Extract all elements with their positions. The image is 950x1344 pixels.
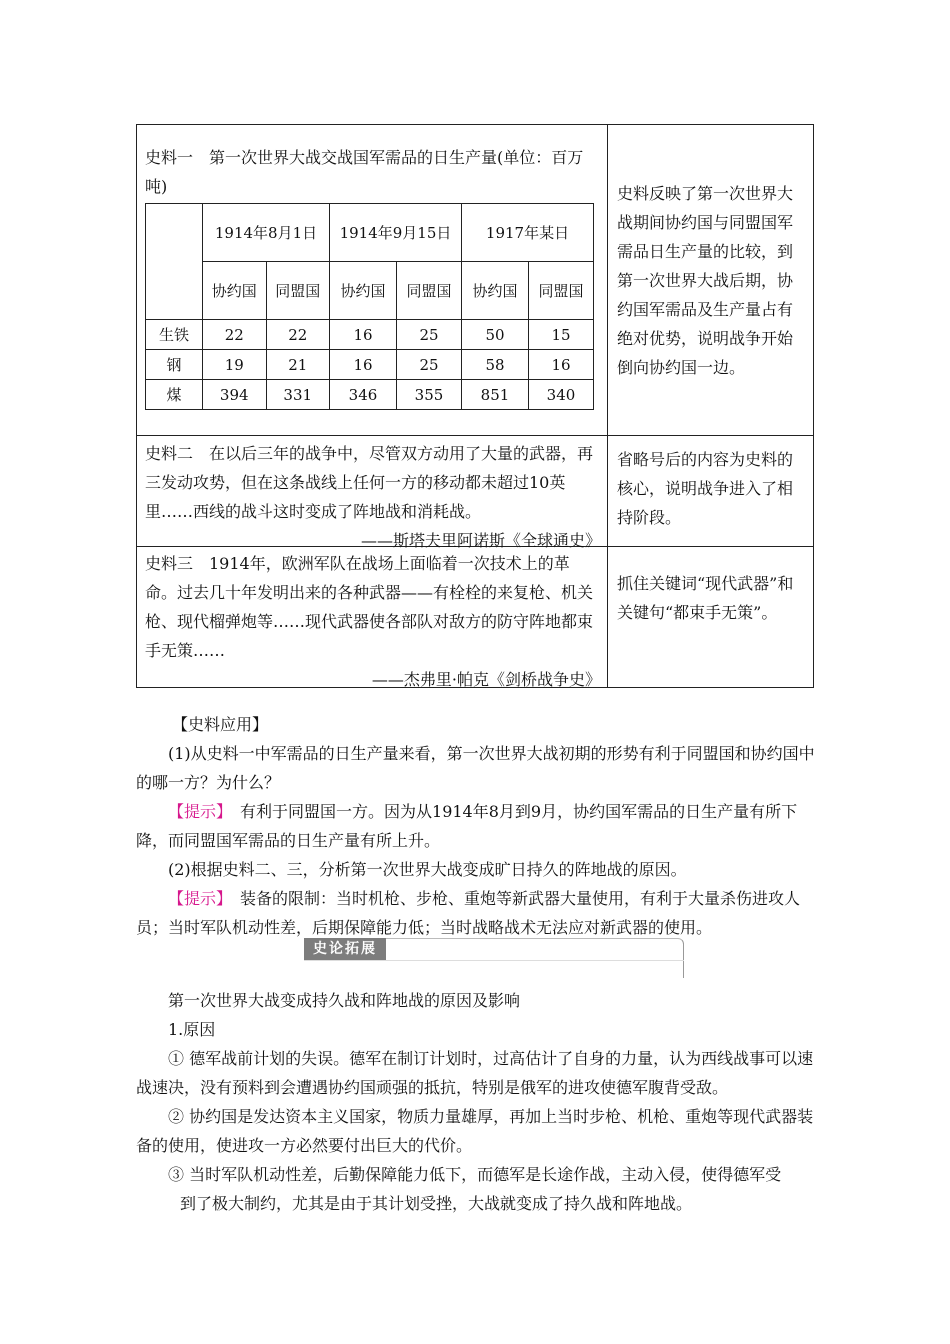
section-banner	[304, 938, 684, 978]
side-header: 协约国	[462, 262, 529, 320]
cause-point-3-continued: 到了极大制约，尤其是由于其计划受挫，大战就变成了持久战和阵地战。	[180, 1194, 693, 1213]
answer-2-text: 装备的限制：当时机枪、步枪、重炮等新武器大量使用，有利于大量杀伤进攻人员；当时军队机动性差，后期保障能力低；当时战略战术无法应对新武器的使用。	[136, 889, 801, 937]
table-cell: 394	[203, 380, 267, 410]
answer-1	[136, 797, 816, 855]
table-cell: 15	[529, 320, 594, 350]
date-header: 1917年某日	[462, 204, 594, 262]
material-3-cell	[145, 549, 601, 694]
cause-point-2: ② 协约国是发达资本主义国家，物质力量雄厚，再加上当时步枪、机枪、重炮等现代武器装备的使用，使进攻一方必然要付出巨大的代价。	[136, 1107, 814, 1155]
banner-label: 史论拓展	[304, 938, 386, 960]
row-divider	[137, 435, 813, 436]
table-cell: 16	[330, 350, 397, 380]
material-2-text: 史料二 在以后三年的战争中，尽管双方动用了大量的武器，再三发动攻势，但在这条战线上任何一方的移动都未超过10英里……西线的战斗这时变成了阵地战和消耗战。	[145, 444, 594, 521]
table-cell: 58	[462, 350, 529, 380]
table-cell: 50	[462, 320, 529, 350]
production-data-table	[145, 203, 594, 410]
table-cell: 21	[266, 350, 330, 380]
side-header: 协约国	[330, 262, 397, 320]
table-cell: 19	[203, 350, 267, 380]
column-divider	[607, 125, 608, 687]
material-1-title: 史料一 第一次世界大战交战国军需品的日生产量(单位：百万吨)	[145, 148, 584, 196]
material-2-source: ——斯塔夫里阿诺斯《全球通史》	[360, 531, 601, 550]
table-cell: 22	[203, 320, 267, 350]
table-cell: 22	[266, 320, 330, 350]
row-label: 钢	[146, 350, 203, 380]
row-label: 煤	[146, 380, 203, 410]
cause-point-3: ③ 当时军队机动性差，后勤保障能力低下，而德军是长途作战，主动入侵，使得德军受	[168, 1165, 782, 1184]
side-header: 协约国	[203, 262, 267, 320]
material-table	[136, 124, 814, 688]
material-3-text: 史料三 1914年，欧洲军队在战场上面临着一次技术上的革命。过去几十年发明出来的各种武器——有栓栓的来复枪、机关枪、现代榴弹炮等……现代武器使各部队对敌方的防守阵地都束手无策……	[145, 554, 594, 660]
material-1-analysis: 史料反映了第一次世界大战期间协约国与同盟国军需品日生产量的比较，到第一次世界大战后期，协约国军需品及生产量占有绝对优势，说明战争开始倒向协约国一边。	[617, 184, 794, 377]
hint-label: 【提示】	[168, 889, 225, 908]
section-cause-heading: 1.原因	[168, 1020, 216, 1039]
table-cell: 346	[330, 380, 397, 410]
table-cell: 851	[462, 380, 529, 410]
material-3-analysis: 抓住关键词“现代武器”和关键句“都束手无策”。	[617, 574, 794, 622]
question-1: (1)从史料一中军需品的日生产量来看，第一次世界大战初期的形势有利于同盟国和协约国中的哪一方？为什么？	[136, 744, 815, 792]
date-header: 1914年8月1日	[203, 204, 330, 262]
banner-underline	[304, 960, 684, 961]
table-cell: 25	[397, 320, 462, 350]
table-cell: 355	[397, 380, 462, 410]
table-cell: 340	[529, 380, 594, 410]
hint-label: 【提示】	[168, 802, 225, 821]
table-cell: 25	[397, 350, 462, 380]
table-row	[146, 350, 594, 380]
date-header: 1914年9月15日	[330, 204, 462, 262]
expansion-title: 第一次世界大战变成持久战和阵地战的原因及影响	[168, 991, 521, 1010]
side-header: 同盟国	[266, 262, 330, 320]
table-row	[146, 380, 594, 410]
row-label: 生铁	[146, 320, 203, 350]
question-2: (2)根据史料二、三，分析第一次世界大战变成旷日持久的阵地战的原因。	[168, 860, 687, 879]
material-3-source: ——杰弗里·帕克《剑桥战争史》	[371, 670, 601, 689]
table-cell: 16	[529, 350, 594, 380]
table-cell: 331	[266, 380, 330, 410]
cause-point-1: ① 德军战前计划的失误。德军在制订计划时，过高估计了自身的力量，认为西线战事可以速战速决，没有预料到会遭遇协约国顽强的抵抗，特别是俄军的进攻使德军腹背受敌。	[136, 1049, 814, 1097]
side-header: 同盟国	[397, 262, 462, 320]
application-heading: 【史料应用】	[172, 715, 269, 734]
answer-1-text: 有利于同盟国一方。因为从1914年8月到9月，协约国军需品的日生产量有所下降，而同盟国军需品的日生产量有所上升。	[136, 802, 798, 850]
table-corner-cell	[146, 204, 203, 320]
answer-2	[136, 884, 816, 942]
table-cell: 16	[330, 320, 397, 350]
side-header: 同盟国	[529, 262, 594, 320]
material-2-analysis: 省略号后的内容为史料的核心，说明战争进入了相持阶段。	[617, 450, 794, 527]
material-2-cell	[145, 439, 601, 555]
table-row	[146, 320, 594, 350]
